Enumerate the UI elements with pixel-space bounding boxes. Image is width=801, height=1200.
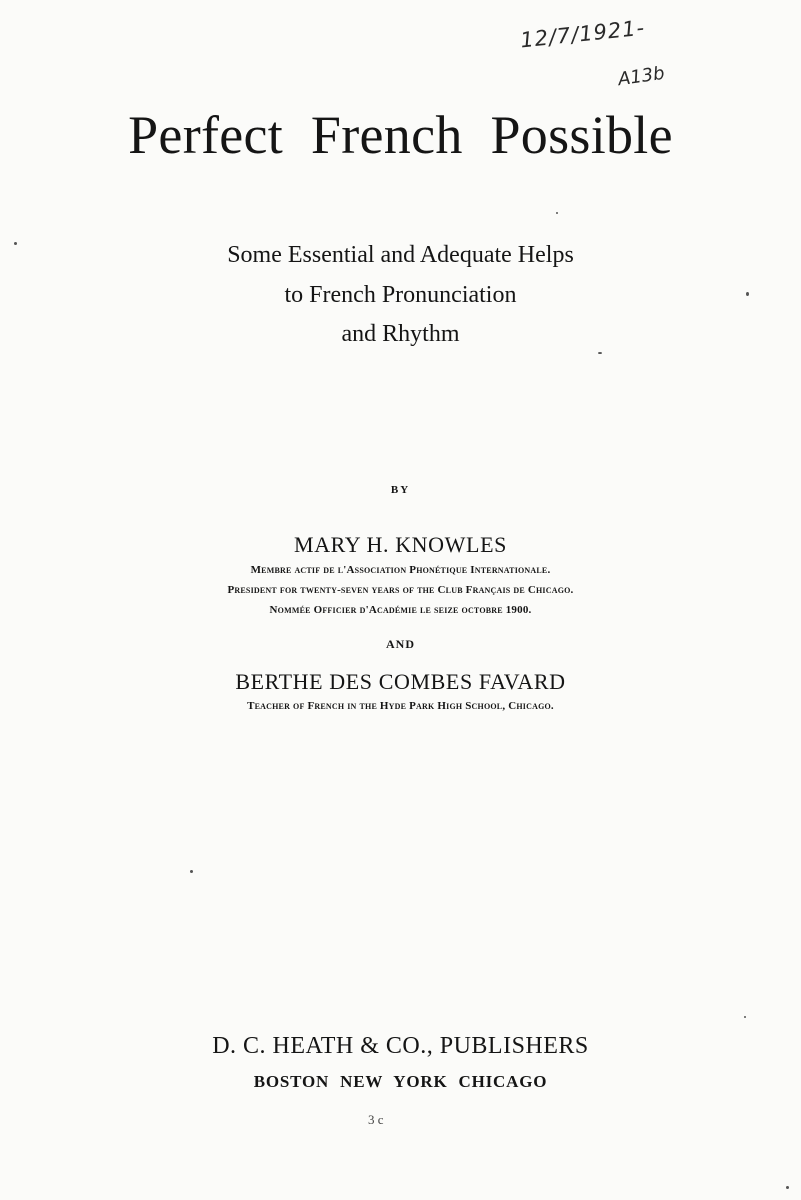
subtitle-line-1: Some Essential and Adequate Helps	[227, 242, 574, 268]
publisher-cities: BOSTON NEW YORK CHICAGO	[253, 1072, 548, 1091]
handwritten-date: 12/7/1921-	[519, 15, 647, 53]
author-1-credential: Nommée Officier d'Académie le seize octobre 1900.	[269, 604, 532, 616]
printer-mark: 3 c	[368, 1112, 384, 1127]
paper-speck	[190, 870, 193, 873]
author-1-credential: Membre actif de l'Association Phonétique Internationale.	[250, 564, 551, 576]
author-1-credential: President for twenty-seven years of the Club Français de Chicago.	[227, 584, 574, 596]
book-title: Perfect French Possible	[128, 105, 673, 165]
handwritten-annotation	[519, 15, 666, 102]
by-label: BY	[390, 484, 411, 496]
paper-speck	[14, 242, 17, 245]
author-2-credential: Teacher of French in the Hyde Park High School, Chicago.	[247, 700, 554, 712]
and-label: AND	[386, 637, 415, 651]
paper-speck	[746, 292, 749, 296]
subtitle-line-2: to French Pronunciation	[284, 282, 517, 308]
subtitle-line-3: and Rhythm	[341, 321, 460, 347]
handwritten-catalog-mark: A13b	[616, 62, 666, 91]
publisher-name: D. C. HEATH & CO., PUBLISHERS	[212, 1033, 589, 1059]
paper-speck	[598, 352, 602, 354]
author-1-name: MARY H. KNOWLES	[294, 532, 507, 557]
paper-speck	[556, 212, 558, 214]
author-2-name: BERTHE DES COMBES FAVARD	[235, 669, 566, 694]
paper-speck	[786, 1186, 789, 1189]
paper-speck	[744, 1016, 746, 1018]
